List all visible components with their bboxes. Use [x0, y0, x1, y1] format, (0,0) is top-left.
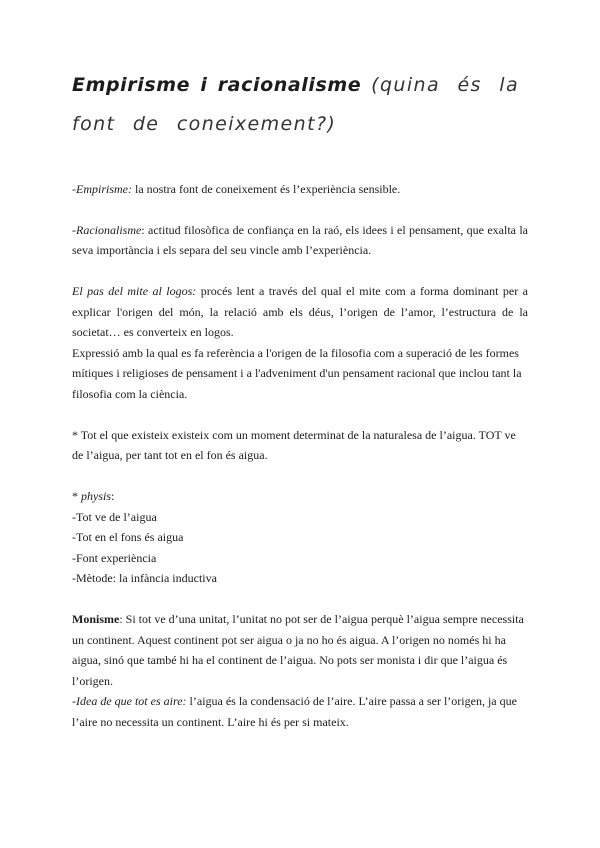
monisme-text: : Si tot ve d’una unitat, l’unitat no pot ser de l’aigua perquè l’aigua sempre necessita un continent. Aquest continent pot ser aigua o ja no ho és aigua. A l’origen no només hi ha aigua, sinó que també hi ha el continent de l’aigua. No pots ser monista i dir que l’aigua és l’origen.: [72, 612, 524, 688]
document-title: [72, 66, 528, 144]
physis-prefix: *: [72, 489, 81, 503]
spacer: [72, 261, 528, 282]
paragraph-mite-logos-expressio: Expressió amb la qual es fa referència a l'origen de la filosofia com a superació de les formes mítiques i religioses de pensament i a l'adveniment d'un pensament racional que inclou tant la filosofia com la ciència.: [72, 345, 522, 401]
spacer: [72, 199, 528, 220]
monisme-term: Monisme: [72, 612, 120, 626]
aire-term: Idea de que tot es aire:: [76, 694, 187, 708]
paragraph-aire: [72, 691, 528, 732]
racionalisme-term: Racionalisme: [76, 222, 142, 237]
paragraph-empirisme: [72, 179, 528, 200]
title-main: Empirisme i racionalisme: [72, 74, 362, 96]
paragraph-mite-logos: [72, 281, 528, 343]
empirisme-term: Empirisme:: [76, 181, 132, 196]
spacer: [72, 158, 528, 179]
aire-text: l’aigua és la condensació de l’aire. L’aire passa a ser l’origen, ja que l’aire no necessita un continent. L’aire hi és per si mateix.: [72, 694, 517, 729]
aire-prefix: -: [72, 694, 76, 708]
empirisme-text: la nostra font de coneixement és l’experiència sensible.: [132, 181, 401, 196]
empirisme-prefix: -: [72, 181, 76, 196]
racionalisme-text: : actitud filosòfica de confiança en la raó, els idees i el pensament, que exalta la seva importància i els separa del seu vincle amb l’experiència.: [72, 222, 528, 257]
mite-logos-term: El pas del mite al logos:: [72, 284, 197, 298]
spacer: [72, 589, 528, 610]
physis-term: physis: [81, 489, 111, 503]
racionalisme-prefix: -: [72, 222, 76, 237]
list-item: -Mètode: la infància inductiva: [72, 571, 217, 585]
mite-logos-text: procés lent a través del qual el mite com a forma dominant per a explicar l'origen del món, la relació amb els déus, l’origen de l’amor, l’estructura de la societat… es converteix en logos.: [72, 284, 528, 339]
list-item: -Tot ve de l’aigua: [72, 509, 157, 524]
list-item: -Tot en el fons és aigua: [72, 530, 184, 544]
physis-suffix: :: [111, 489, 115, 503]
paragraph-monisme: [72, 609, 528, 691]
physis-heading: [72, 486, 528, 507]
spacer: [72, 466, 528, 487]
document-page: [72, 66, 528, 732]
paragraph-racionalisme: [72, 220, 528, 261]
spacer: [72, 404, 528, 425]
paragraph-tot-existeix: * Tot el que existeix existeix com un moment determinat de la naturalesa de l’aigua. TOT ve de l’aigua, per tant tot en el fon és aigua.: [72, 427, 516, 462]
list-item: -Font experiència: [72, 550, 157, 565]
title-subtitle: (quina és la font de coneixement?): [72, 74, 519, 135]
